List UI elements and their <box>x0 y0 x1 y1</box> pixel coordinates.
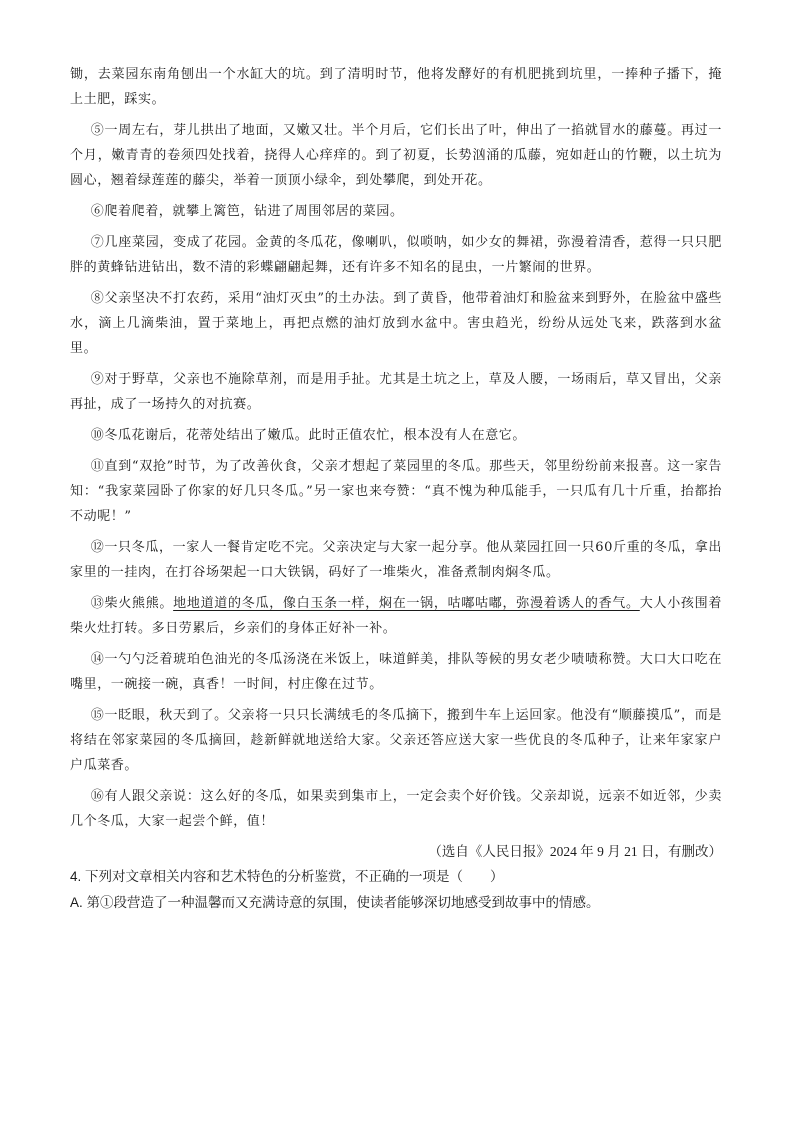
paragraph-10: ⑩冬瓜花谢后，花蒂处结出了嫩瓜。此时正值农忙，根本没有人在意它。 <box>90 428 526 443</box>
paragraph-12: ⑫一只冬瓜，一家人一餐肯定吃不完。父亲决定与大家一起分享。他从菜园扛回一只60斤重的冬瓜，拿出家里的一挂肉，在打谷场架起一口大铁锅，码好了一堆柴火，准备煮制肉焖冬瓜。 <box>70 540 722 580</box>
paragraph-9: ⑨对于野草，父亲也不施除草剂，而是用手扯。尤其是土坑之上，草及人腰，一场雨后，草又冒出，父亲再扯，成了一场持久的对抗赛。 <box>70 372 722 412</box>
question-4-option-a: A. 第①段营造了一种温馨而又充满诗意的氛围，使读者能够深切地感受到故事中的情感。 <box>70 895 600 910</box>
paragraph-15: ⑮一眨眼，秋天到了。父亲将一只只长满绒毛的冬瓜摘下，搬到牛车上运回家。他没有“顺藤摸瓜”，而是将结在邻家菜园的冬瓜摘回，趁新鲜就地送给大家。父亲还答应送大家一些优良的冬瓜种子，让来年家家户户瓜菜香。 <box>70 708 722 773</box>
paragraph-8: ⑧父亲坚决不打农药，采用“油灯灭虫”的土办法。到了黄昏，他带着油灯和脸盆来到野外，在脸盆中盛些水，滴上几滴柴油，置于菜地上，再把点燃的油灯放到水盆中。害虫趋光，纷纷从远处飞来，跌落到水盆里。 <box>70 291 722 356</box>
paragraph-5: ⑤一周左右，芽儿拱出了地面，又嫩又壮。半个月后，它们长出了叶，伸出了一掐就冒水的藤蔓。再过一个月，嫩青青的卷须四处找着，挠得人心痒痒的。到了初夏，长势汹涌的瓜藤，宛如赶山的竹鞭，以土坑为圆心，翘着绿莲莲的藤尖，举着一顶顶小绿伞，到处攀爬，到处开花。 <box>70 123 722 188</box>
paragraph-13 <box>70 591 722 641</box>
paragraph-16: ⑯有人跟父亲说：这么好的冬瓜，如果卖到集市上，一定会卖个好价钱。父亲却说，远亲不如近邻，少卖几个冬瓜，大家一起尝个鲜，值！ <box>70 789 722 829</box>
paragraph-6: ⑥爬着爬着，就攀上篱笆，钻进了周围邻居的菜园。 <box>90 204 404 219</box>
paragraph-11: ⑪直到“双抢”时节，为了改善伙食，父亲才想起了菜园里的冬瓜。那些天，邻里纷纷前来报喜。这一家告知：“我家菜园卧了你家的好几只冬瓜。”另一家也来夸赞：“真不愧为种瓜能手，一只瓜有几十斤重，抬都抬不动呢！” <box>70 459 722 524</box>
source-citation: （选自《人民日报》2024 年 9 月 21 日，有删改） <box>428 844 722 859</box>
paragraph-continued: 锄，去菜园东南角刨出一个水缸大的坑。到了清明时节，他将发酵好的有机肥挑到坑里，一捧种子播下，掩上土肥，踩实。 <box>70 67 722 107</box>
paragraph-13-start: ⑬柴火熊熊。 <box>90 596 174 611</box>
paragraph-14: ⑭一勺勺泛着琥珀色油光的冬瓜汤浇在米饭上，味道鲜美，排队等候的男女老少啧啧称赞。大口大口吃在嘴里，一碗接一碗，真香！一时间，村庄像在过节。 <box>70 652 722 692</box>
document-page <box>70 62 722 916</box>
paragraph-7: ⑦几座菜园，变成了花园。金黄的冬瓜花，像喇叭，似唢呐，如少女的舞裙，弥漫着清香，惹得一只只肥胖的黄蜂钻进钻出，数不清的彩蝶翩翩起舞，还有许多不知名的昆虫，一片繁闹的世界。 <box>70 235 722 275</box>
underlined-sentence: 地地道道的冬瓜，像白玉条一样，焖在一锅，咕嘟咕嘟，弥漫着诱人的香气。 <box>173 596 640 611</box>
paragraph-13-end: 大人小孩围着柴火灶打转。多日劳累后，乡亲们的身体正好补一补。 <box>70 596 722 636</box>
question-4-stem: 4. 下列对文章相关内容和艺术特色的分析鉴赏，不正确的一项是（ ） <box>70 869 504 884</box>
